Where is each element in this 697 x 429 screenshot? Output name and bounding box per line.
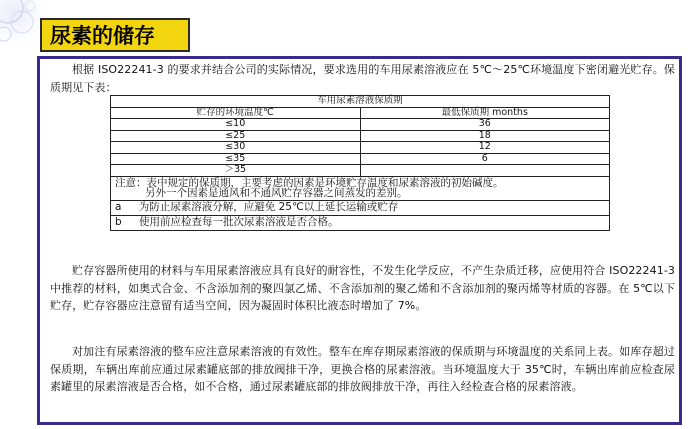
temp-cell: ≤35 (111, 153, 361, 165)
months-cell: 18 (360, 130, 610, 142)
slide-title: 尿素的储存 (40, 18, 190, 52)
table-row (111, 130, 610, 142)
table-note (111, 176, 610, 200)
temp-cell: ≤25 (111, 130, 361, 142)
tip-a-label: a (115, 201, 122, 214)
table-row (111, 142, 610, 154)
tip-b-text: 使用前应检查每一批次尿素溶液是否合格。 (139, 216, 339, 229)
note-line-2: 另外一个因素是通风和不通风贮存容器之间蒸发的差别。 (145, 187, 408, 199)
table-row (111, 165, 610, 177)
table-row (111, 119, 610, 131)
tip-a-text: 为防止尿素溶液分解，应避免 25℃以上延长运输或贮存 (138, 201, 399, 214)
tip-row-a (111, 200, 610, 215)
months-cell: 36 (360, 119, 610, 131)
header-shelf-life: 最低保质期 months (360, 107, 610, 119)
months-cell: 6 (360, 153, 610, 165)
document-frame (37, 56, 682, 425)
intro-paragraph: 根据 ISO22241-3 的要求并结合公司的实际情况，要求选用的车用尿素溶液应在 5℃～25℃环境温度下密闭避光贮存。保质期见下表： (50, 63, 675, 94)
temp-cell: ≤30 (111, 142, 361, 154)
tip-b-label: b (115, 216, 122, 229)
table-caption: 车用尿素溶液保质期 (111, 96, 610, 108)
temp-cell: ≤10 (111, 119, 361, 131)
vehicle-paragraph: 对加注有尿素溶液的整车应注意尿素溶液的有效性。整车在库存期尿素溶液的保质期与环境温度的关系同上表。如库存超过保质期，车辆出库前应通过尿素罐底部的排放阀排干净，更换合格的尿素溶液。当环境温度大于 35℃时，车辆出库前应检查尿素罐里的尿素溶液是否合格，如不合格，通过尿素罐底部的排放阀排放干净，再往入经检查合格的尿素溶液。 (50, 345, 675, 393)
tip-row-b (111, 215, 610, 230)
temp-cell: ＞35 (111, 165, 361, 177)
note-line-1: 注意：表中规定的保质期，主要考虑的因素是环境贮存温度和尿素溶液的初始碱度。 (115, 176, 504, 189)
materials-paragraph: 贮存容器所使用的材料与车用尿素溶液应具有良好的耐容性，不发生化学反应，不产生杂质迁移，应使用符合 ISO22241-3 中推荐的材料，如奥式合金、不含添加剂的聚四氯乙烯、不含添加剂的聚乙烯和不含添加剂的聚丙烯等材质的容器。在 5℃以下贮存，贮存容器应注意留有适当空间，因为凝固时体积比液态时增加了 7%。 (50, 264, 675, 312)
months-cell: 12 (360, 142, 610, 154)
months-cell (360, 165, 610, 177)
table-row (111, 153, 610, 165)
header-temperature: 贮存的环境温度℃ (111, 107, 361, 119)
bubble-decoration (0, 0, 44, 44)
shelf-life-table (110, 95, 610, 231)
